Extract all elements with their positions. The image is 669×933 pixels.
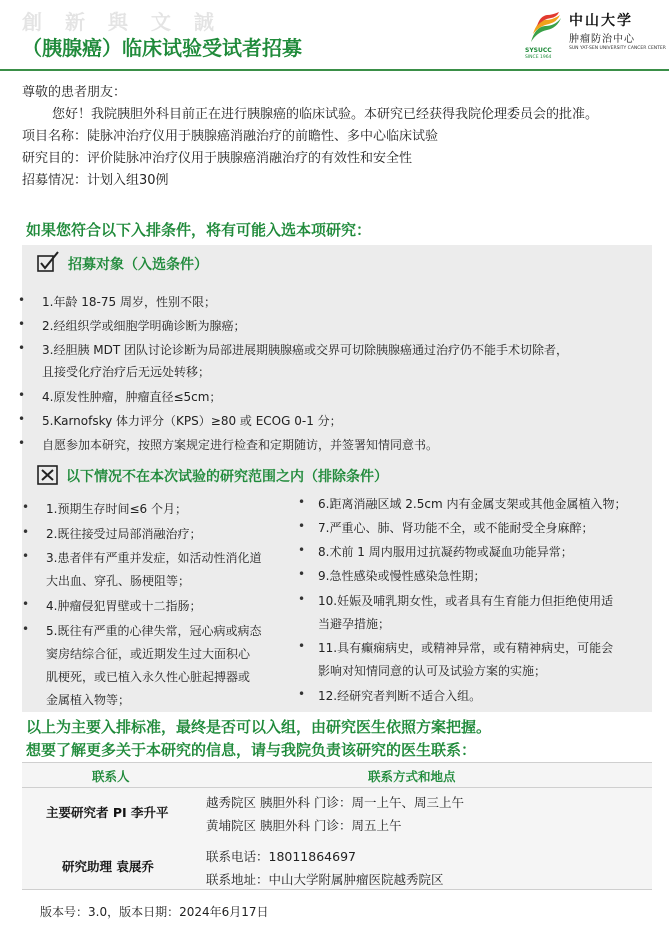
exclusion-item: 1.预期生存时间≤6 个月； — [46, 502, 187, 516]
calligraphy-watermark: 創 新 與 文 誠 — [22, 10, 222, 34]
inclusion-item: 自愿参加本研究，按照方案规定进行检查和定期随访，并签署知情同意书。 — [42, 438, 439, 452]
closing-line-1: 以上为主要入排标准，最终是否可以入组，由研究医生依照方案把握。 — [26, 718, 492, 736]
sysucc-mark-icon — [527, 12, 565, 46]
exclusion-heading: 以下情况不在本次试验的研究范围之内（排除条件） — [66, 469, 388, 485]
bullet: • — [18, 436, 26, 450]
exclusion-item: 11.具有癫痫病史，或精神异常，或有精神病史，可能会 — [318, 641, 614, 655]
bullet: • — [18, 388, 26, 402]
contact-table — [22, 762, 652, 890]
exclusion-item: 影响对知情同意的认可及试验方案的实施； — [318, 664, 547, 678]
intro-paragraph: 您好！我院胰胆外科目前正在进行胰腺癌的临床试验。本研究已经获得我院伦理委员会的批准。 — [52, 107, 599, 122]
exclusion-item: 10.妊娠及哺乳期女性，或者具有生育能力但拒绝使用适 — [318, 594, 614, 608]
contact-method-col-header: 联系方式和地点 — [368, 769, 456, 784]
bullet: • — [298, 567, 306, 581]
header-separator — [22, 787, 652, 788]
criteria-panel — [18, 245, 652, 712]
exclusion-item: 6.距离消融区域 2.5cm 内有金属支架或其他金属植入物； — [318, 497, 627, 511]
checkbox-cross-icon — [36, 464, 60, 486]
logo-since: SINCE 1964 — [525, 55, 552, 60]
eligibility-prompt: 如果您符合以下入排条件，将有可能入选本项研究： — [26, 221, 372, 239]
inclusion-item: 且接受化疗治疗后无远处转移； — [42, 365, 211, 379]
inclusion-item: 3.经胆胰 MDT 团队讨论诊断为局部进展期胰腺癌或交界可切除胰腺癌通过治疗仍不能手术切除者， — [42, 343, 569, 357]
exclusion-item: 2.既往接受过局部消融治疗； — [46, 527, 202, 541]
exclusion-item: 3.患者伴有严重并发症，如活动性消化道 — [46, 551, 262, 565]
version-footer: 版本号：3.0，版本日期：2024年6月17日 — [40, 905, 269, 919]
exclusion-item: 4.肿瘤侵犯胃壁或十二指肠； — [46, 599, 202, 613]
project-name: 项目名称：陡脉冲治疗仪用于胰腺癌消融治疗的前瞻性、多中心临床试验 — [22, 129, 439, 144]
bullet: • — [298, 495, 306, 509]
bullet: • — [298, 639, 306, 653]
exclusion-item: 大出血、穿孔、肠梗阻等； — [46, 574, 191, 588]
contact-col-header: 联系人 — [92, 769, 130, 784]
bullet: • — [18, 293, 26, 307]
header-divider — [0, 69, 669, 71]
inclusion-item: 2.经组织学或细胞学明确诊断为腺癌； — [42, 319, 246, 333]
page-title: （胰腺癌）临床试验受试者招募 — [22, 36, 302, 60]
header — [0, 0, 669, 72]
exclusion-item: 9.急性感染或慢性感染急性期； — [318, 569, 486, 583]
bullet: • — [18, 412, 26, 426]
logo-cn-subtitle: 肿瘤防治中心 — [569, 34, 635, 45]
bullet: • — [298, 519, 306, 533]
bullet: • — [18, 317, 26, 331]
inclusion-heading: 招募对象（入选条件） — [68, 257, 208, 273]
bullet: • — [298, 592, 306, 606]
logo-en-name: SUN YAT-SEN UNIVERSITY CANCER CENTER — [569, 46, 666, 51]
greeting: 尊敬的患者朋友： — [22, 85, 127, 100]
bullet: • — [298, 687, 306, 701]
logo-cn-name: 中山大学 — [569, 13, 633, 29]
logo-abbr: SYSUCC — [525, 47, 552, 54]
bullet: • — [22, 500, 30, 514]
pi-clinic-yuexiu: 越秀院区 胰胆外科 门诊：周一上午、周三上午 — [206, 795, 464, 810]
exclusion-item: 12.经研究者判断不适合入组。 — [318, 689, 482, 703]
assistant-label: 研究助理 袁展乔 — [62, 859, 154, 874]
pi-label: 主要研究者 PI 李升平 — [46, 805, 169, 820]
study-purpose: 研究目的：评价陡脉冲治疗仪用于胰腺癌消融治疗的有效性和安全性 — [22, 151, 413, 166]
bullet: • — [298, 543, 306, 557]
pi-clinic-huangpu: 黄埔院区 胰胆外科 门诊：周五上午 — [206, 818, 402, 833]
bullet: • — [22, 622, 30, 636]
intro-section — [22, 82, 652, 192]
exclusion-item: 肌梗死，或已植入永久性心脏起搏器或 — [46, 670, 251, 684]
inclusion-item: 5.Karnofsky 体力评分（KPS）≥80 或 ECOG 0-1 分； — [42, 414, 342, 428]
bullet: • — [18, 341, 26, 355]
checkbox-checked-icon — [36, 251, 60, 273]
recruitment-status: 招募情况：计划入组30例 — [22, 173, 169, 188]
bullet: • — [22, 525, 30, 539]
inclusion-item: 4.原发性肿瘤，肿瘤直径≤5cm； — [42, 390, 222, 404]
bullet: • — [22, 597, 30, 611]
closing-line-2: 想要了解更多关于本研究的信息，请与我院负责该研究的医生联系： — [26, 741, 477, 759]
inclusion-item: 1.年龄 18-75 周岁，性别不限； — [42, 295, 216, 309]
exclusion-item: 8.术前 1 周内服用过抗凝药物或凝血功能异常； — [318, 545, 573, 559]
exclusion-item: 窦房结综合征，或近期发生过大面积心 — [46, 647, 251, 661]
exclusion-item: 金属植入物等； — [46, 693, 131, 707]
sysucc-logo — [525, 6, 665, 64]
contact-address: 联系地址：中山大学附属肿瘤医院越秀院区 — [206, 872, 444, 887]
exclusion-item: 7.严重心、肺、肾功能不全，或不能耐受全身麻醉； — [318, 521, 594, 535]
bullet: • — [22, 549, 30, 563]
contact-phone: 联系电话：18011864697 — [206, 849, 356, 864]
exclusion-item: 当避孕措施； — [318, 617, 391, 631]
exclusion-item: 5.既往有严重的心律失常，冠心病或病态 — [46, 624, 262, 638]
